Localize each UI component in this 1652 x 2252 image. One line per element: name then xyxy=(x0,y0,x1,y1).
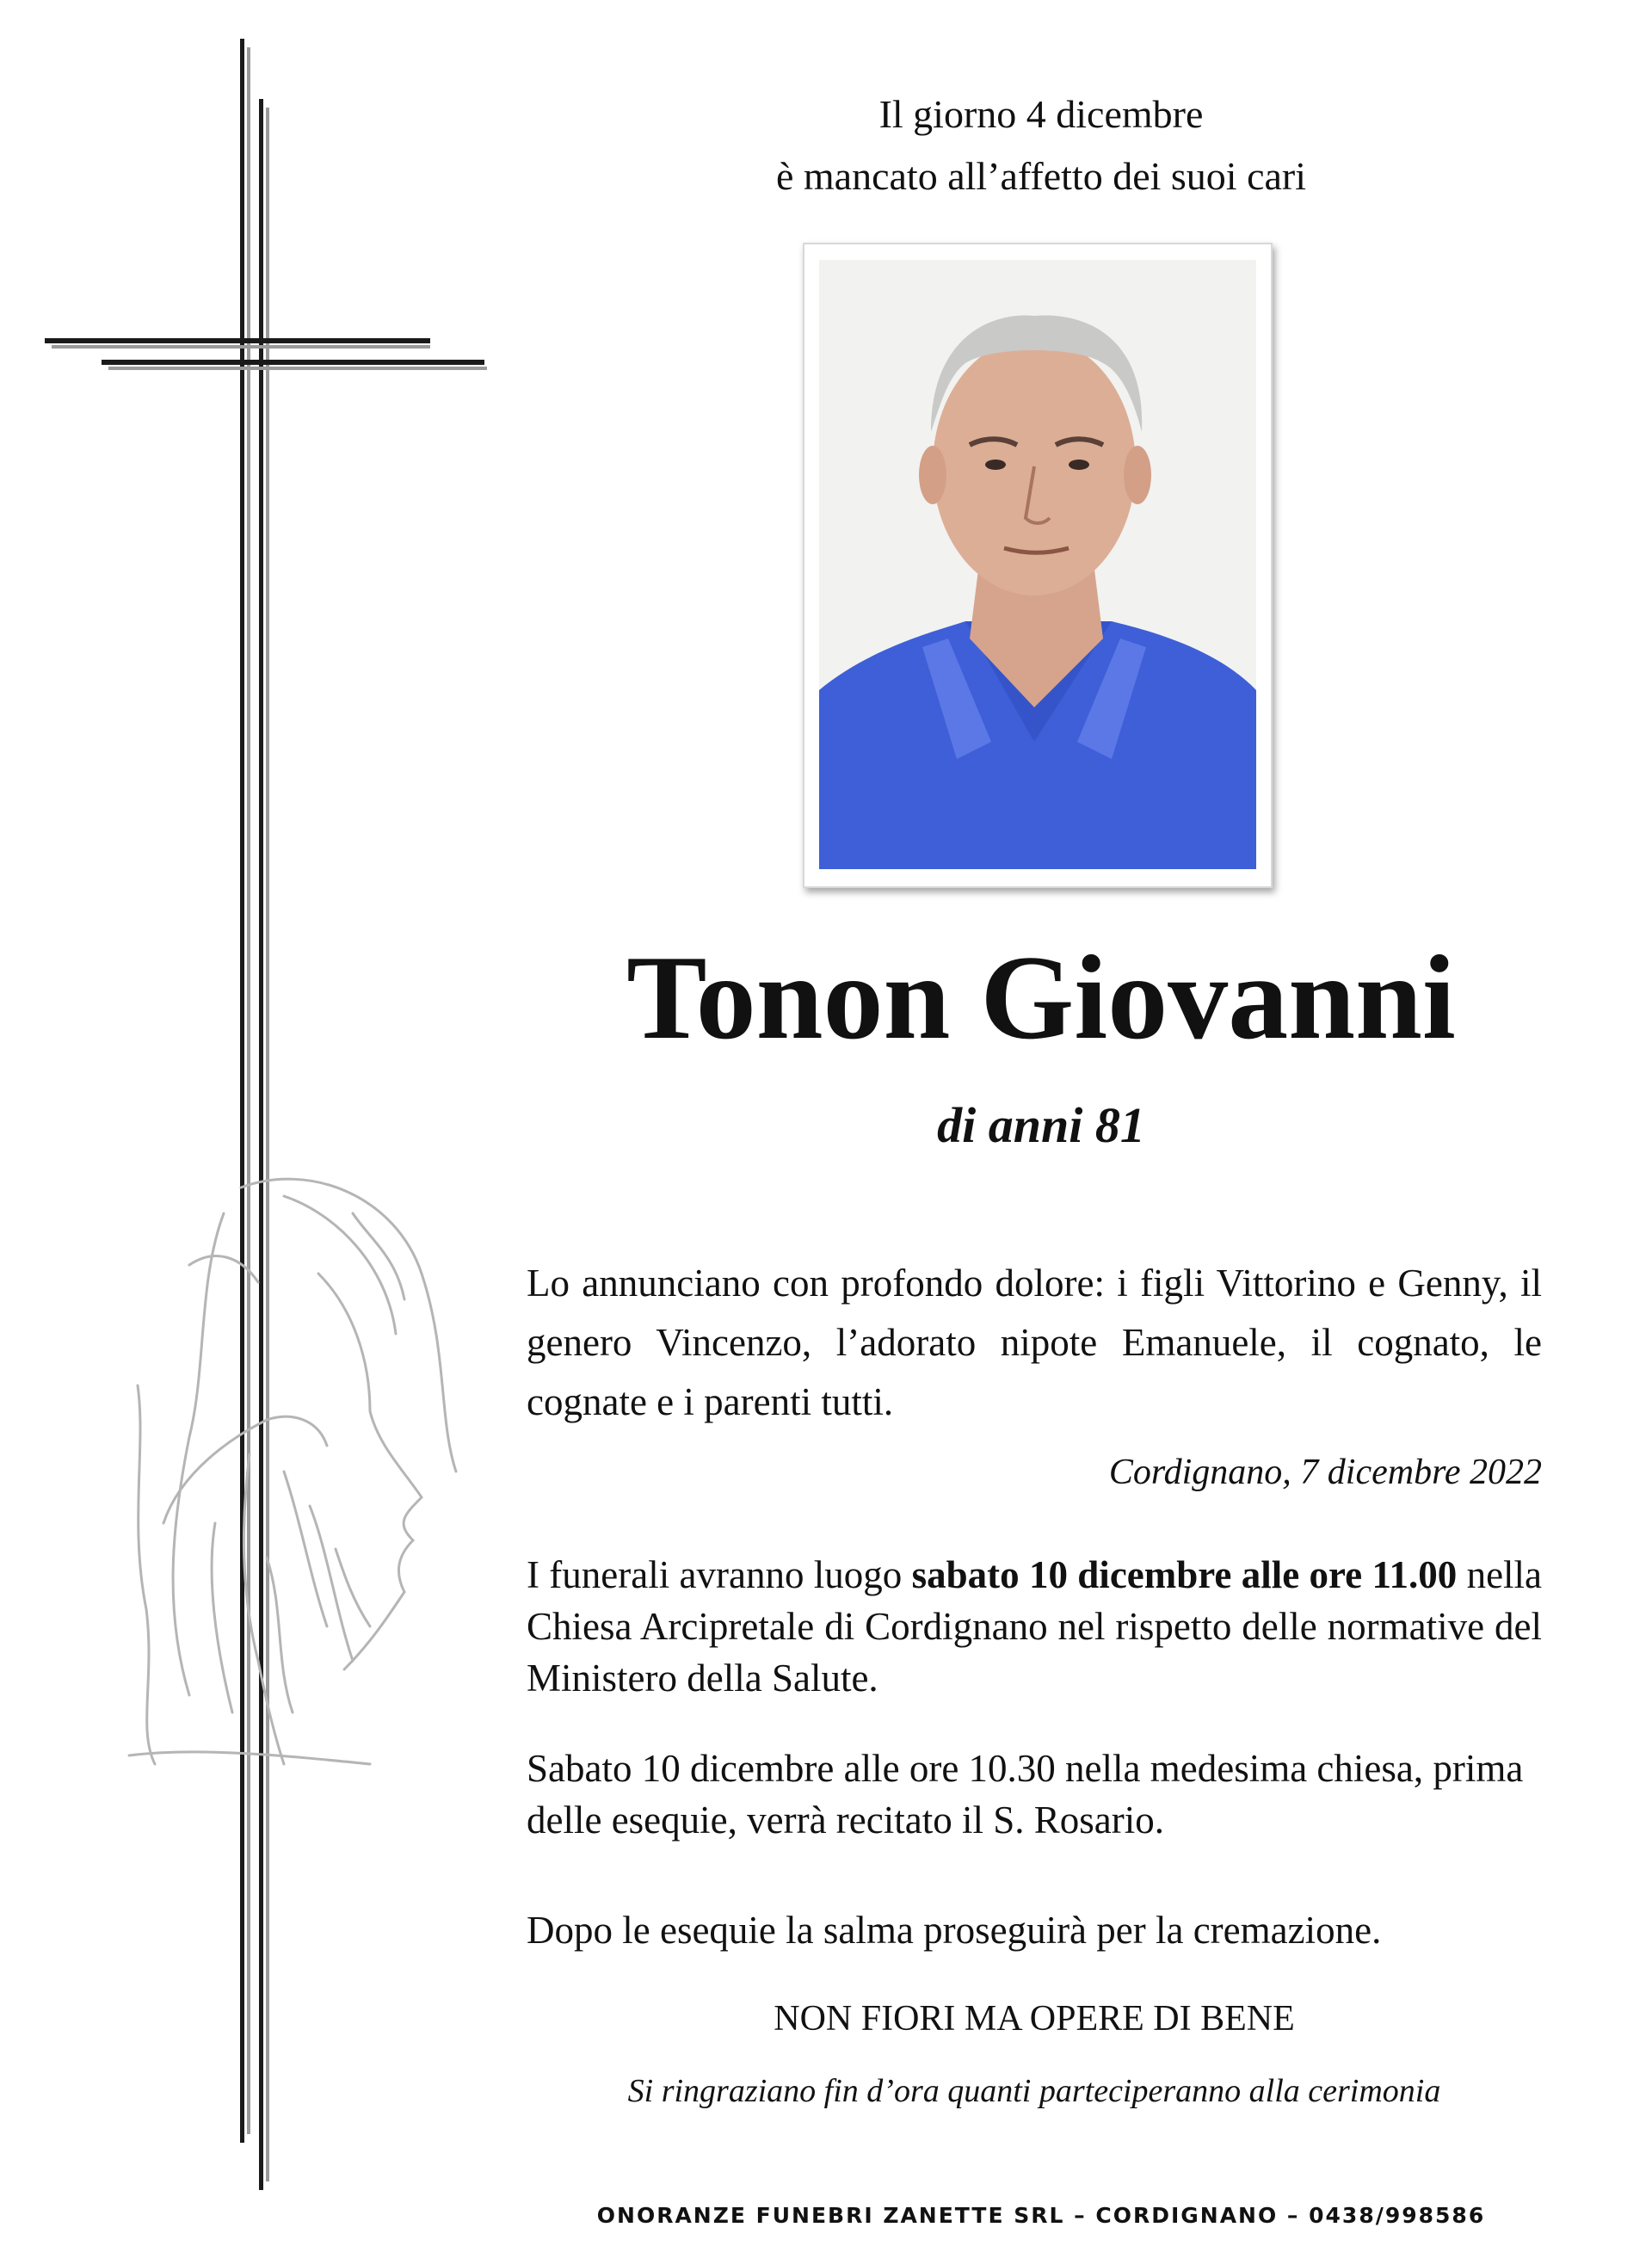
announcement-text: Lo annunciano con profondo dolore: i figli Vittorino e Genny, il genero Vincenzo, l’adorato nipote Emanuele, il cognato, le cognate e i parenti tutti. xyxy=(527,1262,1542,1423)
portrait-photo xyxy=(803,243,1273,888)
intro-line-2: è mancato all’affetto dei suoi cari xyxy=(775,154,1307,198)
rosary-text: Sabato 10 dicembre alle ore 10.30 nella medesima chiesa, prima delle esequie, verrà recitato il S. Rosario. xyxy=(527,1747,1524,1842)
cross-shadow-horizontal-2 xyxy=(108,367,487,370)
deceased-name: Tonon Giovanni xyxy=(626,931,1456,1064)
portrait-image xyxy=(819,260,1256,869)
cremation-text: Dopo le esequie la salma proseguirà per la cremazione. xyxy=(527,1909,1382,1952)
funeral-date-time: sabato 10 dicembre alle ore 11.00 xyxy=(911,1553,1458,1596)
cross-shadow-horizontal xyxy=(52,345,430,349)
funeral-home-footer: ONORANZE FUNEBRI ZANETTE SRL – CORDIGNANO – 0438/998586 xyxy=(596,2203,1486,2228)
funeral-text-before: I funerali avranno luogo xyxy=(527,1553,912,1596)
thanks-note: Si ringraziano fin d’ora quanti parteciperanno alla cerimonia xyxy=(627,2073,1441,2109)
christ-sketch-icon xyxy=(112,1162,473,1781)
cross-shadow-vertical-2 xyxy=(266,108,269,2181)
cross-horizontal-bar xyxy=(45,338,430,343)
deceased-age: di anni 81 xyxy=(937,1097,1145,1153)
place-date: Cordignano, 7 dicembre 2022 xyxy=(1108,1453,1542,1492)
flowers-note: NON FIORI MA OPERE DI BENE xyxy=(774,1999,1295,2039)
intro-line-1: Il giorno 4 dicembre xyxy=(878,92,1204,136)
cross-vertical-bar-2 xyxy=(259,99,263,2190)
funeral-text xyxy=(527,1549,1542,1704)
cross-horizontal-bar-2 xyxy=(102,360,484,365)
funeral-text-after: nella Chiesa Arcipretale di Cordignano nel rispetto delle normative del Ministero della Salute. xyxy=(527,1553,1543,1700)
cross-vertical-bar xyxy=(240,39,244,2143)
